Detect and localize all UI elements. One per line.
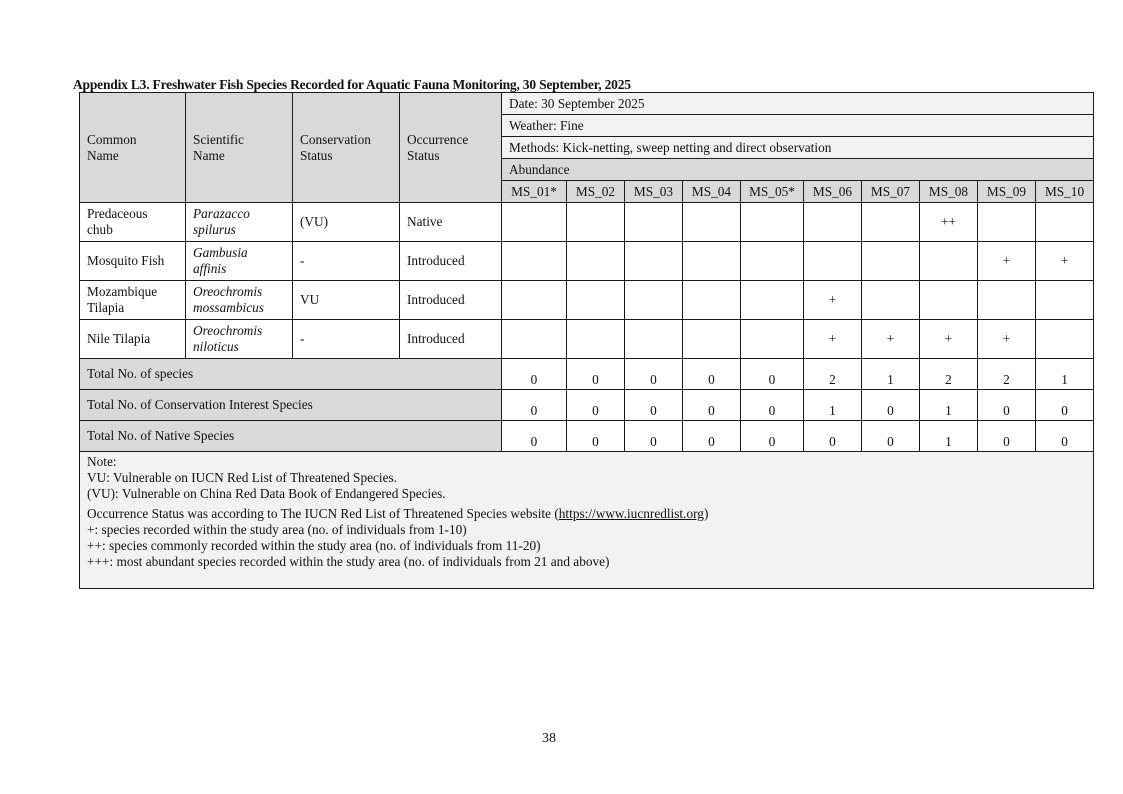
total-value: 0 (862, 421, 920, 452)
total-value: 0 (1036, 421, 1094, 452)
survey-weather: Weather: Fine (502, 115, 1094, 137)
common-name: Mosquito Fish (80, 242, 186, 281)
abundance-cell: + (978, 242, 1036, 281)
page-number: 38 (542, 731, 556, 746)
abundance-cell (625, 320, 683, 359)
note-occurrence-close: ) (703, 506, 709, 521)
abundance-cell (567, 242, 625, 281)
fish-species-table (79, 92, 1094, 589)
total-value: 2 (978, 359, 1036, 390)
site-header: MS_03 (625, 181, 683, 203)
note-plus-2: ++: species commonly recorded within the study area (no. of individuals from 11-20) (87, 538, 541, 553)
abundance-cell (804, 203, 862, 242)
abundance-cell: + (862, 320, 920, 359)
total-value: 0 (567, 390, 625, 421)
total-value: 0 (625, 421, 683, 452)
abundance-cell (567, 203, 625, 242)
abundance-cell: + (920, 320, 978, 359)
occurrence-status: Introduced (400, 320, 502, 359)
abundance-cell (920, 242, 978, 281)
site-header: MS_01* (502, 181, 567, 203)
abundance-cell: + (804, 281, 862, 320)
occurrence-status: Introduced (400, 242, 502, 281)
total-value: 0 (741, 390, 804, 421)
abundance-cell: ++ (920, 203, 978, 242)
abundance-cell (625, 281, 683, 320)
species-row (80, 320, 1094, 359)
total-value: 0 (567, 421, 625, 452)
occurrence-status: Introduced (400, 281, 502, 320)
total-value: 0 (502, 390, 567, 421)
header-common-name: Common Name (80, 93, 186, 203)
conservation-status: VU (293, 281, 400, 320)
total-value: 0 (683, 390, 741, 421)
abundance-cell (683, 242, 741, 281)
species-row (80, 281, 1094, 320)
total-value: 0 (502, 359, 567, 390)
survey-date: Date: 30 September 2025 (502, 93, 1094, 115)
total-label: Total No. of species (80, 359, 502, 390)
abundance-cell: + (978, 320, 1036, 359)
scientific-name: Gambusia affinis (186, 242, 293, 281)
note-plus-3: +++: most abundant species recorded within the study area (no. of individuals from 21 and above) (87, 554, 610, 569)
scientific-name: Oreochromis niloticus (186, 320, 293, 359)
abundance-cell (741, 203, 804, 242)
site-header: MS_02 (567, 181, 625, 203)
total-value: 0 (741, 359, 804, 390)
note-vu: VU: Vulnerable on IUCN Red List of Threatened Species. (87, 470, 398, 485)
abundance-cell: + (1036, 242, 1094, 281)
total-value: 0 (625, 359, 683, 390)
abundance-cell (567, 320, 625, 359)
total-value: 0 (804, 421, 862, 452)
abundance-cell (683, 320, 741, 359)
abundance-cell (741, 281, 804, 320)
abundance-cell (683, 281, 741, 320)
abundance-cell (502, 281, 567, 320)
conservation-status: - (293, 320, 400, 359)
abundance-cell (625, 242, 683, 281)
common-name: Predaceous chub (80, 203, 186, 242)
abundance-cell (741, 242, 804, 281)
abundance-cell (502, 320, 567, 359)
total-value: 0 (625, 390, 683, 421)
note-vu-china: (VU): Vulnerable on China Red Data Book of Endangered Species. (87, 486, 446, 501)
conservation-status: - (293, 242, 400, 281)
abundance-cell (1036, 203, 1094, 242)
abundance-cell (804, 242, 862, 281)
notes-heading: Note: (87, 454, 117, 469)
site-header: MS_06 (804, 181, 862, 203)
site-header: MS_07 (862, 181, 920, 203)
header-scientific-name: Scientific Name (186, 93, 293, 203)
species-row (80, 203, 1094, 242)
abundance-cell (683, 203, 741, 242)
total-value: 0 (683, 359, 741, 390)
common-name: Nile Tilapia (80, 320, 186, 359)
total-value: 2 (920, 359, 978, 390)
total-value: 1 (804, 390, 862, 421)
abundance-cell (567, 281, 625, 320)
survey-methods: Methods: Kick-netting, sweep netting and direct observation (502, 137, 1094, 159)
total-value: 1 (920, 390, 978, 421)
occurrence-status: Native (400, 203, 502, 242)
scientific-name: Oreochromis mossambicus (186, 281, 293, 320)
total-row (80, 421, 1094, 452)
site-header: MS_10 (1036, 181, 1094, 203)
species-row (80, 242, 1094, 281)
abundance-header: Abundance (502, 159, 1094, 181)
abundance-cell (1036, 320, 1094, 359)
total-value: 0 (1036, 390, 1094, 421)
total-value: 0 (567, 359, 625, 390)
total-row (80, 359, 1094, 390)
abundance-cell (920, 281, 978, 320)
total-value: 0 (741, 421, 804, 452)
table-title: Appendix L3. Freshwater Fish Species Recorded for Aquatic Fauna Monitoring, 30 September, 2025 (73, 77, 631, 92)
iucn-link[interactable]: https://www.iucnredlist.org (558, 506, 704, 521)
header-occurrence-status: Occurrence Status (400, 93, 502, 203)
total-label: Total No. of Conservation Interest Species (80, 390, 502, 421)
abundance-cell (625, 203, 683, 242)
total-value: 1 (1036, 359, 1094, 390)
site-header: MS_04 (683, 181, 741, 203)
abundance-cell (741, 320, 804, 359)
abundance-cell (1036, 281, 1094, 320)
note-plus-1: +: species recorded within the study area (no. of individuals from 1-10) (87, 522, 467, 537)
site-header: MS_05* (741, 181, 804, 203)
total-value: 0 (978, 390, 1036, 421)
total-value: 1 (920, 421, 978, 452)
total-value: 0 (978, 421, 1036, 452)
total-value: 2 (804, 359, 862, 390)
total-value: 0 (862, 390, 920, 421)
common-name: Mozambique Tilapia (80, 281, 186, 320)
abundance-cell: + (804, 320, 862, 359)
header-conservation-status: Conservation Status (293, 93, 400, 203)
total-value: 0 (683, 421, 741, 452)
abundance-cell (978, 281, 1036, 320)
abundance-cell (862, 281, 920, 320)
total-value: 1 (862, 359, 920, 390)
abundance-cell (502, 242, 567, 281)
note-occurrence-text: Occurrence Status was according to The IUCN Red List of Threatened Species website ( (87, 506, 559, 521)
abundance-cell (978, 203, 1036, 242)
total-value: 0 (502, 421, 567, 452)
site-header: MS_08 (920, 181, 978, 203)
abundance-cell (502, 203, 567, 242)
note-occurrence-source (87, 506, 1086, 522)
abundance-cell (862, 203, 920, 242)
total-label: Total No. of Native Species (80, 421, 502, 452)
abundance-cell (862, 242, 920, 281)
total-row (80, 390, 1094, 421)
conservation-status: (VU) (293, 203, 400, 242)
scientific-name: Parazacco spilurus (186, 203, 293, 242)
notes-section (80, 452, 1094, 589)
site-header: MS_09 (978, 181, 1036, 203)
